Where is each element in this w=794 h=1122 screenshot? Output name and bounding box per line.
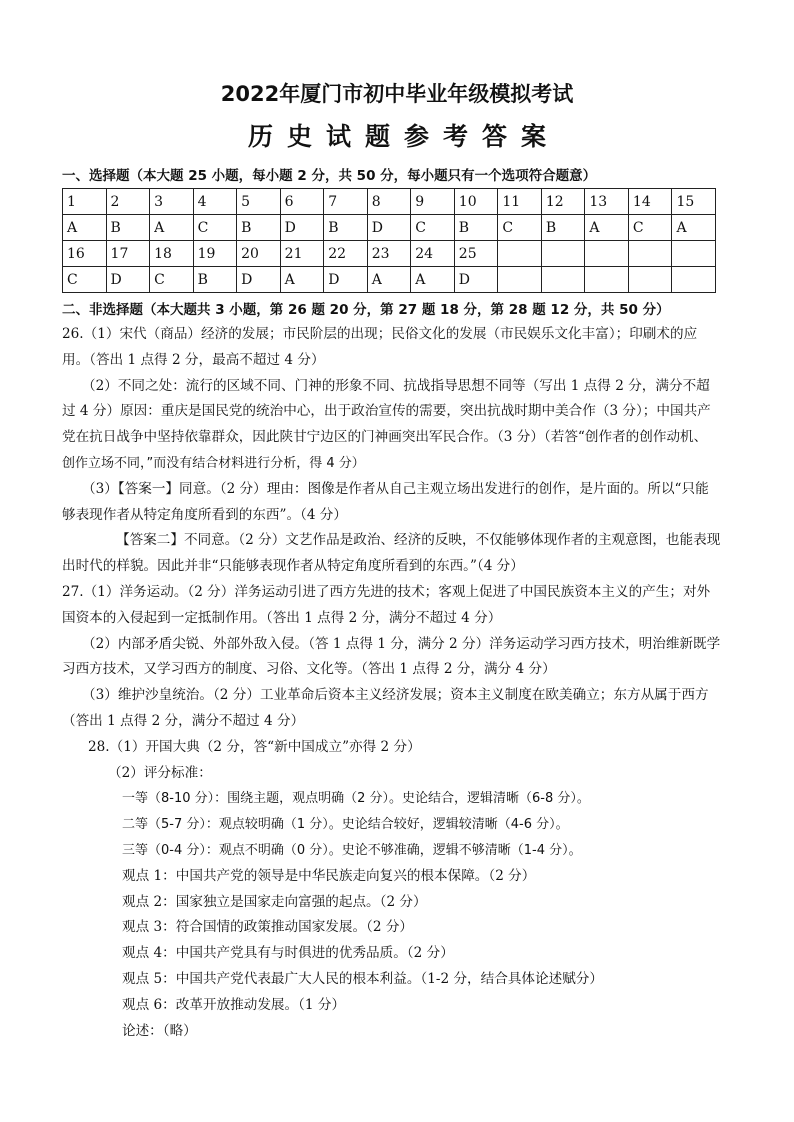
table-cell: A — [280, 267, 324, 293]
table-cell: B — [454, 215, 498, 241]
answer-line: 党在抗日战争中坚持依靠群众，因此陕甘宁边区的门神画突出军民合作。（3 分）（若答“创作者的创作动机、 — [62, 429, 708, 446]
table-cell: 3 — [150, 189, 194, 215]
table-cell: 13 — [585, 189, 629, 215]
table-cell: C — [193, 215, 237, 241]
table-cell: C — [150, 267, 194, 293]
table-cell — [628, 241, 672, 267]
table-cell: 10 — [454, 189, 498, 215]
table-cell: 14 — [628, 189, 672, 215]
answer-line: （3）【答案一】同意。（2 分）理由：图像是作者从自己主观立场出发进行的创作，是片面的。所以“只能 — [82, 480, 709, 497]
table-cell: 17 — [106, 241, 150, 267]
table-cell: C — [63, 267, 107, 293]
table-cell: 15 — [672, 189, 716, 215]
table-cell: D — [237, 267, 281, 293]
answer-line: 创作立场不同，”而没有结合材料进行分析，得 4 分） — [62, 455, 365, 471]
table-cell: 12 — [541, 189, 585, 215]
section-heading-choice: 一、选择题（本大题 25 小题，每小题 2 分，共 50 分，每小题只有一个选项符合题意） — [62, 168, 597, 184]
table-cell: D — [106, 267, 150, 293]
table-cell — [541, 241, 585, 267]
table-cell: C — [498, 215, 542, 241]
table-cell: 8 — [367, 189, 411, 215]
table-cell: 7 — [324, 189, 368, 215]
question-number-row — [63, 189, 716, 215]
grading-level: 一等（8-10 分）：围绕主题，观点明确（2 分）。史论结合，逻辑清晰（6-8 分）。 — [122, 791, 590, 807]
table-cell — [498, 267, 542, 293]
table-cell: 4 — [193, 189, 237, 215]
table-cell — [672, 241, 716, 267]
table-cell: 9 — [411, 189, 455, 215]
viewpoint-item: 观点 2：国家独立是国家走向富强的起点。（2 分） — [122, 893, 427, 910]
table-cell: 19 — [193, 241, 237, 267]
table-cell: C — [628, 215, 672, 241]
table-cell: 18 — [150, 241, 194, 267]
table-cell — [628, 267, 672, 293]
table-cell: 25 — [454, 241, 498, 267]
exam-title: 2022年厦门市初中毕业年级模拟考试 — [220, 82, 574, 106]
answer-line: 【答案二】不同意。（2 分）文艺作品是政治、经济的反映，不仅能够体现作者的主观意图，也能表现 — [116, 532, 721, 549]
table-cell: A — [367, 267, 411, 293]
answer-line: 论述：（略） — [122, 1022, 197, 1039]
answer-line: 国资本的入侵起到一定抵制作用。（答出 1 点得 2 分，满分不超过 4 分） — [62, 609, 502, 626]
table-cell: 6 — [280, 189, 324, 215]
table-cell: B — [237, 215, 281, 241]
answer-line: （2）评分标准： — [108, 764, 212, 781]
answer-line: 出时代的样貌。因此并非“只能够表现作者从特定角度所看到的东西。”（4 分） — [62, 558, 524, 575]
answer-key-row — [63, 267, 716, 293]
table-cell: A — [63, 215, 107, 241]
answer-line: 27.（1）洋务运动。（2 分）洋务运动引进了西方先进的技术；客观上促进了中国民族资本主义的产生；对外 — [62, 583, 711, 600]
viewpoint-item: 观点 1：中国共产党的领导是中华民族走向复兴的根本保障。（2 分） — [122, 867, 536, 884]
viewpoint-item: 观点 4：中国共产党具有与时俱进的优秀品质。（2 分） — [122, 945, 454, 962]
answer-line: （2）内部矛盾尖锐、外部外敌入侵。（答 1 点得 1 分，满分 2 分）洋务运动学习西方技术，明治维新既学 — [82, 635, 721, 652]
question-number-row — [63, 241, 716, 267]
table-cell: B — [193, 267, 237, 293]
table-cell: 2 — [106, 189, 150, 215]
table-cell: 22 — [324, 241, 368, 267]
table-cell — [672, 267, 716, 293]
table-cell: A — [585, 215, 629, 241]
viewpoint-item: 观点 5：中国共产党代表最广大人民的根本利益。（1-2 分，结合具体论述赋分） — [122, 970, 603, 987]
table-cell: A — [672, 215, 716, 241]
table-cell: B — [106, 215, 150, 241]
table-cell — [585, 267, 629, 293]
table-cell: B — [541, 215, 585, 241]
table-cell — [498, 241, 542, 267]
table-cell: D — [324, 267, 368, 293]
table-cell: A — [150, 215, 194, 241]
page-title: 历史试题参考答案 — [247, 122, 560, 151]
answer-line: 28.（1）开国大典（2 分，答“新中国成立”亦得 2 分） — [88, 738, 421, 755]
section-heading-open: 二、非选择题（本大题共 3 小题，第 26 题 20 分，第 27 题 18 分，第 28 题 12 分，共 50 分） — [62, 302, 670, 318]
viewpoint-item: 观点 6：改革开放推动发展。（1 分） — [122, 996, 346, 1013]
table-cell: A — [411, 267, 455, 293]
table-cell: 1 — [63, 189, 107, 215]
answer-line: 用。（答出 1 点得 2 分，最高不超过 4 分） — [62, 351, 325, 368]
table-cell: 23 — [367, 241, 411, 267]
answer-line: （答出 1 点得 2 分，满分不超过 4 分） — [62, 712, 305, 729]
answer-line: （3）维护沙皇统治。（2 分）工业革命后资本主义经济发展；资本主义制度在欧美确立；东方从属于西方 — [82, 687, 709, 704]
table-cell: 24 — [411, 241, 455, 267]
table-cell — [585, 241, 629, 267]
viewpoint-item: 观点 3：符合国情的政策推动国家发展。（2 分） — [122, 919, 414, 936]
table-cell: 21 — [280, 241, 324, 267]
table-cell: 16 — [63, 241, 107, 267]
answer-key-row — [63, 215, 716, 241]
table-cell: C — [411, 215, 455, 241]
table-cell: D — [454, 267, 498, 293]
table-cell: D — [367, 215, 411, 241]
table-cell: 5 — [237, 189, 281, 215]
table-cell: B — [324, 215, 368, 241]
grading-level: 二等（5-7 分）：观点较明确（1 分）。史论结合较好，逻辑较清晰（4-6 分）。 — [122, 817, 569, 833]
table-cell — [541, 267, 585, 293]
grading-level: 三等（0-4 分）：观点不明确（0 分）。史论不够准确，逻辑不够清晰（1-4 分）。 — [122, 842, 582, 858]
answer-line: 过 4 分）原因：重庆是国民党的统治中心，出于政治宣传的需要，突出抗战时期中美合作（3 分）；中国共产 — [62, 403, 711, 420]
answer-line: 够表现作者从特定角度所看到的东西”。（4 分） — [62, 506, 347, 523]
table-cell: 20 — [237, 241, 281, 267]
table-cell: 11 — [498, 189, 542, 215]
answer-body — [62, 322, 730, 1044]
answer-line: 26.（1）宋代（商品）经济的发展；市民阶层的出现；民俗文化的发展（市民娱乐文化丰富）；印刷术的应 — [62, 326, 698, 342]
answer-line: 习西方技术，又学习西方的制度、习俗、文化等。（答出 1 点得 2 分，满分 4 分） — [62, 661, 556, 678]
answer-line: （2）不同之处：流行的区域不同、门神的形象不同、抗战指导思想不同等（写出 1 点得 2 分，满分不超 — [82, 377, 710, 394]
table-cell: D — [280, 215, 324, 241]
answer-table — [62, 188, 716, 293]
